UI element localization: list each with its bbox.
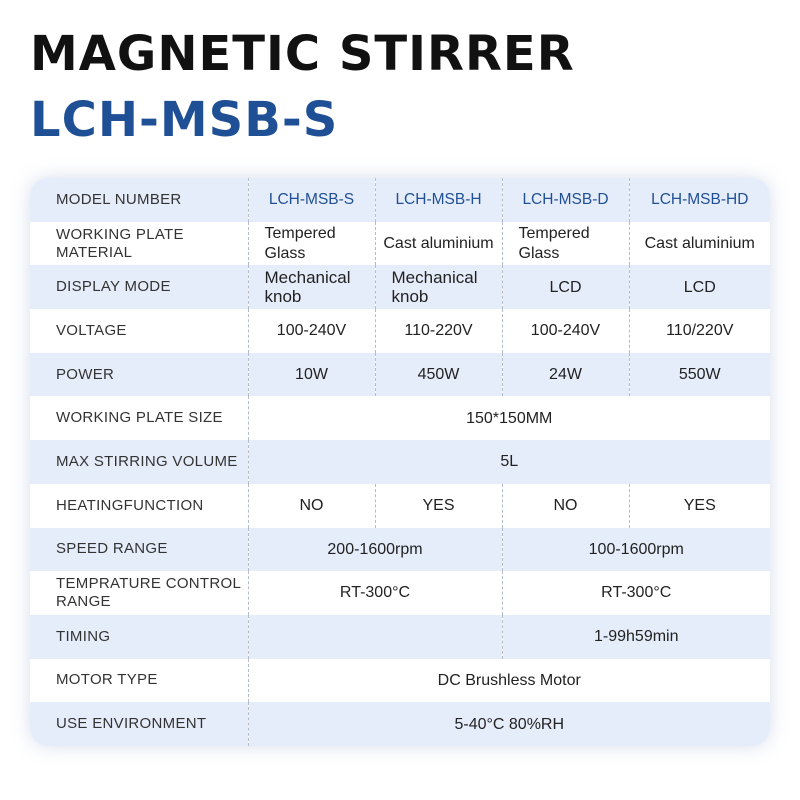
table-row-environment [30,702,770,746]
value-cell: YES [629,484,770,528]
product-title: MAGNETIC STIRRER [30,26,575,82]
table-row-motor-type [30,659,770,703]
model-title: LCH-MSB-S [30,92,339,148]
table-row-voltage [30,309,770,353]
model-cell: LCH-MSB-S [248,178,375,222]
row-label: MAX STIRRING VOLUME [30,440,248,484]
value-cell: 5L [248,440,770,484]
model-cell: LCH-MSB-HD [629,178,770,222]
value-cell: NO [502,484,629,528]
value-cell: Mechanical knob [375,265,502,309]
value-cell: 450W [375,353,502,397]
value-cell: RT-300°C [248,571,502,615]
row-label: WORKING PLATE MATERIAL [30,222,248,266]
table-row-max-volume [30,440,770,484]
value-cell: 1-99h59min [502,615,770,659]
value-cell: 100-240V [502,309,629,353]
table-row-plate-size [30,396,770,440]
model-cell: LCH-MSB-H [375,178,502,222]
table-row-power [30,353,770,397]
row-label: POWER [30,353,248,397]
table-row-timing [30,615,770,659]
row-label: USE ENVIRONMENT [30,702,248,746]
table-row-temp-range [30,571,770,615]
value-cell: LCD [502,265,629,309]
value-cell: Tempered Glass [502,222,629,266]
table-row-model-number [30,178,770,222]
row-label: HEATINGFUNCTION [30,484,248,528]
value-cell: 110-220V [375,309,502,353]
value-cell: 550W [629,353,770,397]
table-row-display-mode [30,265,770,309]
value-cell: 100-1600rpm [502,528,770,572]
value-cell: Mechanical knob [248,265,375,309]
row-label: TEMPRATURE CONTROL RANGE [30,571,248,615]
value-cell: 150*150MM [248,396,770,440]
value-cell: Cast aluminium [375,222,502,266]
value-cell: 5-40°C 80%RH [248,702,770,746]
value-cell: NO [248,484,375,528]
row-label: VOLTAGE [30,309,248,353]
row-label: DISPLAY MODE [30,265,248,309]
row-label: TIMING [30,615,248,659]
table-row-plate-material [30,222,770,266]
value-cell: LCD [629,265,770,309]
spec-card [30,178,770,746]
table-row-speed-range [30,528,770,572]
value-cell: Cast aluminium [629,222,770,266]
value-cell [248,615,502,659]
value-cell: 24W [502,353,629,397]
value-cell: Tempered Glass [248,222,375,266]
spec-table [30,178,770,746]
value-cell: DC Brushless Motor [248,659,770,703]
value-cell: 200-1600rpm [248,528,502,572]
value-cell: RT-300°C [502,571,770,615]
value-cell: 100-240V [248,309,375,353]
value-cell: 110/220V [629,309,770,353]
value-cell: YES [375,484,502,528]
row-label: MOTOR TYPE [30,659,248,703]
value-cell: 10W [248,353,375,397]
row-label: WORKING PLATE SIZE [30,396,248,440]
row-label: MODEL NUMBER [30,178,248,222]
table-row-heating [30,484,770,528]
row-label: SPEED RANGE [30,528,248,572]
model-cell: LCH-MSB-D [502,178,629,222]
